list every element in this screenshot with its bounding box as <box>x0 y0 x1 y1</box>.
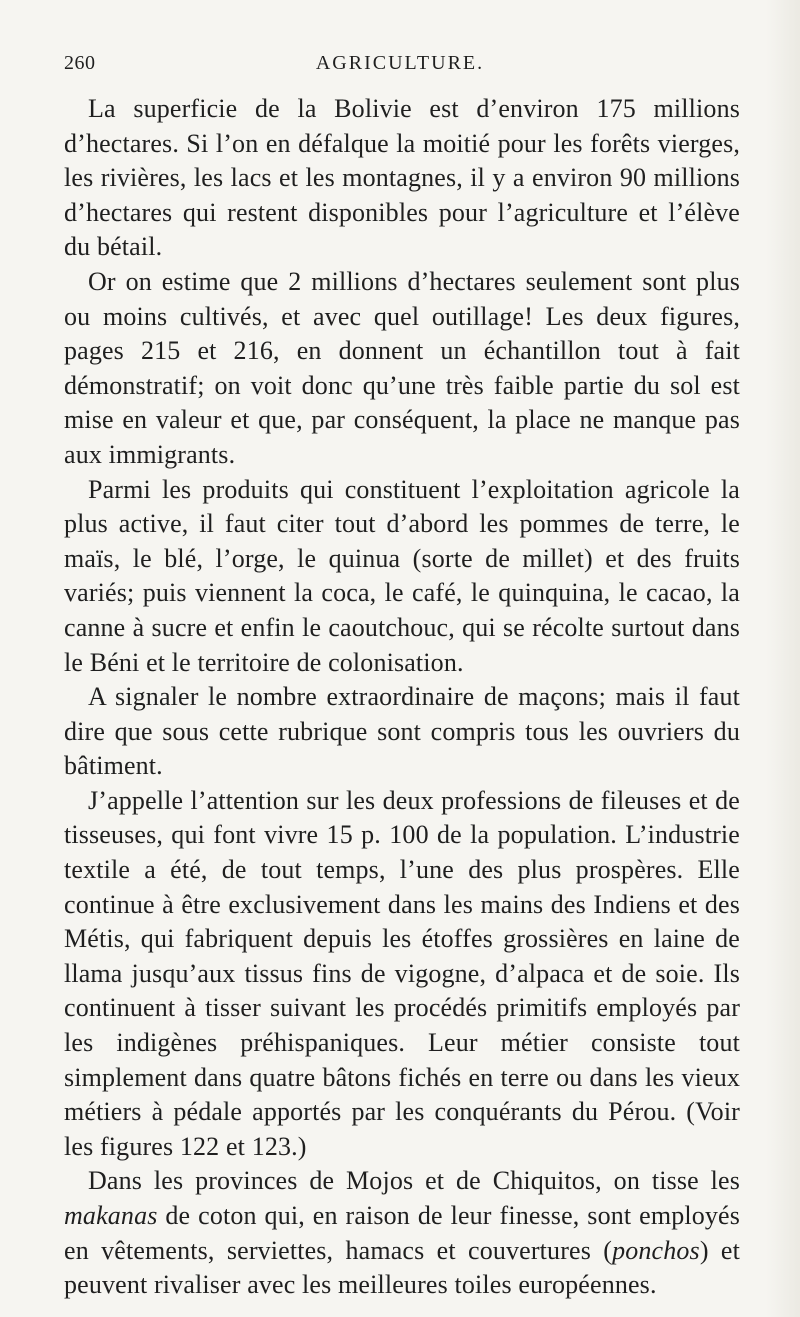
paragraph-2: Or on estime que 2 millions d’hectares seulement sont plus ou moins cultivés, et avec quel outillage! Les deux figures, pages 215 et 216, en donnent un échantillon tout à fait démonstratif; on voit donc qu’une très faible partie du sol est mise en valeur et que, par conséquent, la place ne manque pas aux immigrants. <box>64 266 740 469</box>
term-makanas: makanas <box>64 1201 158 1230</box>
paragraph-6-part-2: de coton qui, en raison de leur finesse, sont employés en vêtements, serviettes, hamacs et couvertures ( <box>64 1201 740 1265</box>
paragraph-4: A signaler le nombre extraordinaire de maçons; mais il faut dire que sous cette rubrique sont compris tous les ouvriers du bâtiment. <box>64 682 740 781</box>
page-header <box>64 52 736 82</box>
running-head: AGRICULTURE. <box>315 52 485 74</box>
page-number: 260 <box>64 52 96 74</box>
paragraph-6-part-3: ) et peuvent rivaliser avec les meilleures toiles européennes. <box>64 1235 740 1300</box>
paragraph-6 <box>64 1164 740 1302</box>
paragraph-1: La superficie de la Bolivie est d’environ 175 millions d’hectares. Si l’on en défalque la moitié pour les forêts vierges, les rivières, les lacs et les montagnes, il y a environ 90 millions d’hectares qui restent disponibles pour l’agriculture et l’élève du bétail. <box>64 94 740 262</box>
page-edge-shadow <box>766 0 800 1317</box>
paragraph-5: J’appelle l’attention sur les deux professions de fileuses et de tisseuses, qui font vivre 15 p. 100 de la population. L’industrie textile a été, de tout temps, l’une des plus prospères. Elle continue à être exclusivement dans les mains des Indiens et des Métis, qui fabriquent depuis les étoffes grossières en laine de llama jusqu’aux tissus fins de vigogne, d’alpaca et de soie. Ils continuent à tisser suivant les procédés primitifs employés par les indigènes préhispaniques. Leur métier consiste tout simplement dans quatre bâtons fichés en terre ou dans les vieux métiers à pédale apportés par les conquérants du Pérou. (Voir les figures 122 et 123.) <box>64 785 740 1161</box>
term-ponchos: ponchos <box>612 1235 700 1265</box>
paragraph-6-part-1: Dans les provinces de Mojos et de Chiquitos, on tisse les <box>88 1166 740 1196</box>
body-text <box>64 92 740 1303</box>
paragraph-3: Parmi les produits qui constituent l’exploitation agricole la plus active, il faut citer tout d’abord les pommes de terre, le maïs, le blé, l’orge, le quinua (sorte de millet) et des fruits variés; puis viennent la coca, le café, le quinquina, le cacao, la canne à sucre et enfin le caoutchouc, qui se récolte surtout dans le Béni et le territoire de colonisation. <box>64 474 740 677</box>
